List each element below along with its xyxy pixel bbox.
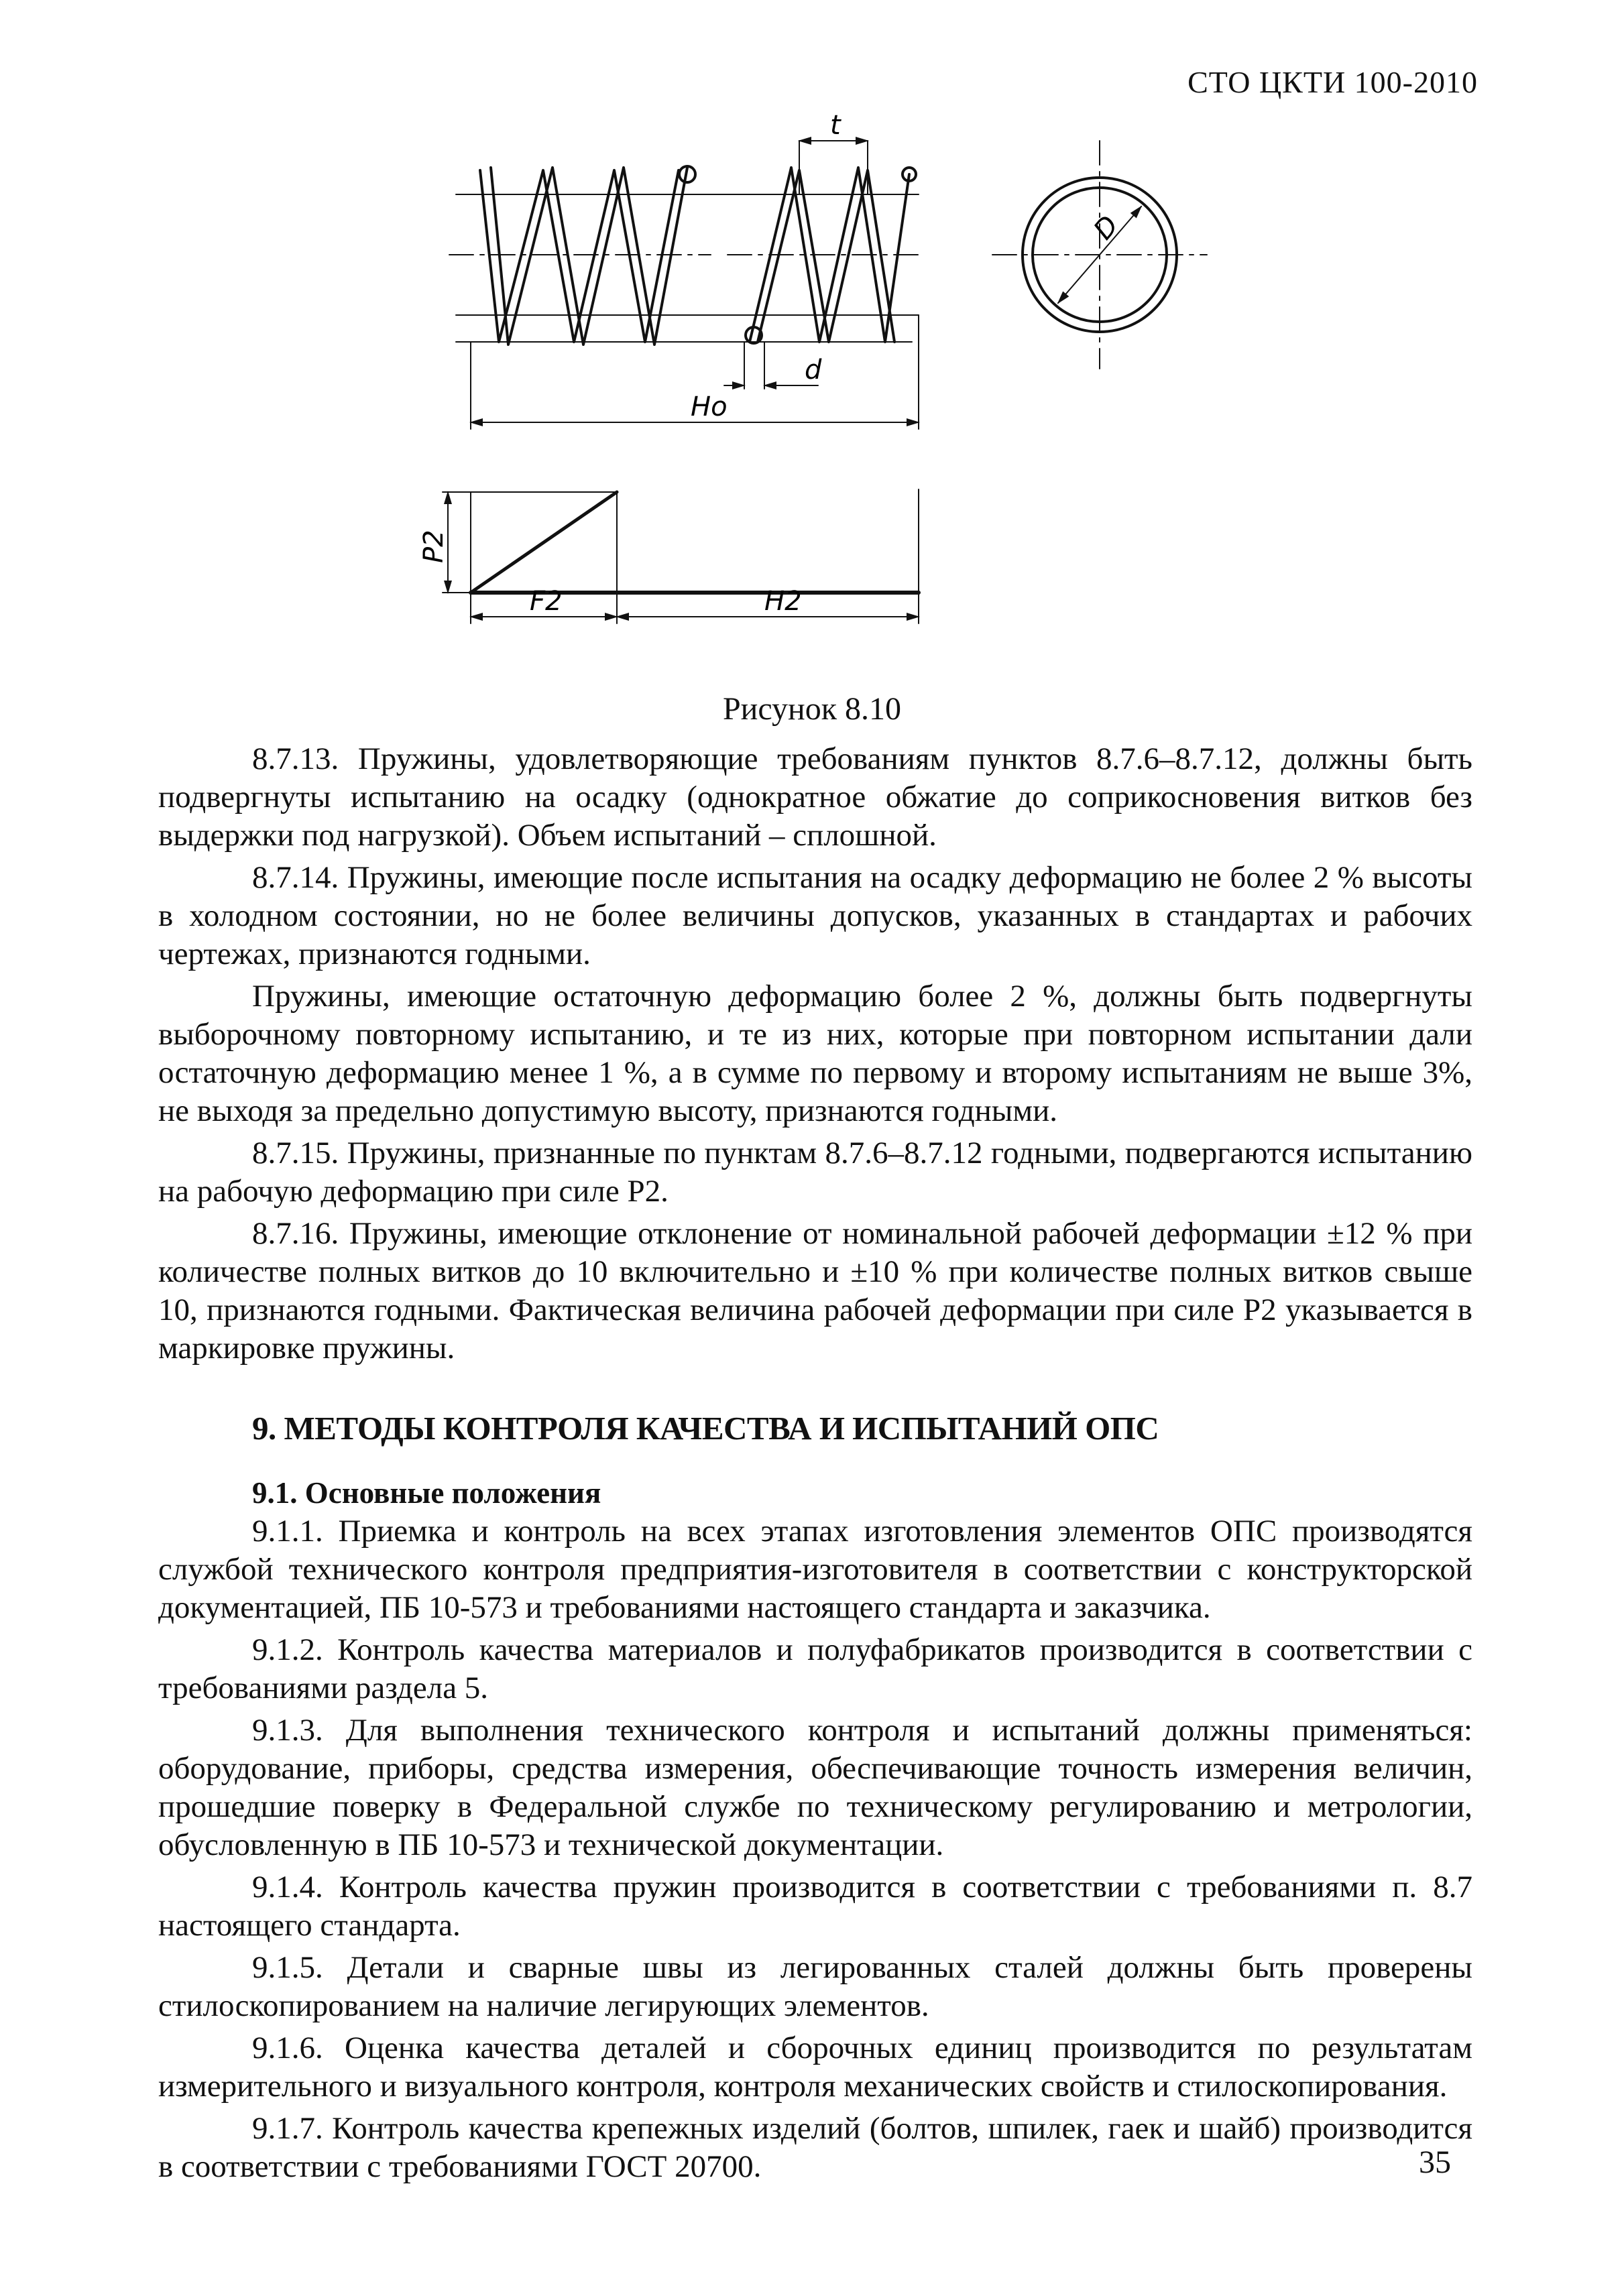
force-deflection-diagram <box>443 489 919 623</box>
body-text <box>158 740 1472 2186</box>
paragraph-9-1-7: 9.1.7. Контроль качества крепежных изделий (болтов, шпилек, гаек и шайб) производится в соответствии с требованиями ГОСТ 20700. <box>158 2111 1472 2184</box>
label-f2: F2 <box>530 586 563 617</box>
label-d: d <box>805 355 822 385</box>
label-h2: H2 <box>764 586 802 617</box>
paragraph-9-1-1: 9.1.1. Приемка и контроль на всех этапах изготовления элементов ОПС производятся службой технического контроля предприятия-изготовителя в соответствии с конструкторской документацией, ПБ 10-573 и требованиями настоящего стандарта и заказчика. <box>158 1514 1472 1625</box>
paragraph-residual-deformation: Пружины, имеющие остаточную деформацию более 2 %, должны быть подвергнуты выборочному повторному испытанию, и те из них, которые при повторном испытании дали остаточную деформацию менее 1 %, а в сумме по первому и второму испытаниям не выше 3%, не выходя за предельно допустимую высоту, признаются годными. <box>158 979 1472 1128</box>
paragraph-9-1-4: 9.1.4. Контроль качества пружин производится в соответствии с требованиями п. 8.7 настоящего стандарта. <box>158 1870 1472 1943</box>
dimension-d <box>724 342 818 389</box>
label-ho: Ho <box>691 391 728 422</box>
label-p2: P2 <box>418 530 449 563</box>
paragraph-9-1-6: 9.1.6. Оценка качества деталей и сборочных единиц производится по результатам измерительного и визуального контроля, контроля механических свойств и стилоскопирования. <box>158 2031 1472 2104</box>
page-number: 35 <box>1419 2144 1451 2180</box>
section-heading: 9. МЕТОДЫ КОНТРОЛЯ КАЧЕСТВА И ИСПЫТАНИЙ ОПС <box>252 1410 1159 1447</box>
document-code: СТО ЦКТИ 100-2010 <box>1187 65 1478 99</box>
paragraph-9-1-3: 9.1.3. Для выполнения технического контроля и испытаний должны применяться: оборудование, приборы, средства измерения, обеспечивающие точность измерения величин, прошедшие поверку в Федеральной службе по техническому регулированию и метрологии, обусловленную в ПБ 10-573 и технической документации. <box>158 1713 1472 1862</box>
paragraph-8-7-16: 8.7.16. Пружины, имеющие отклонение от номинальной рабочей деформации ±12 % при количестве полных витков до 10 включительно и ±10 % при количестве полных витков свыше 10, признаются годными. Фактическая величина рабочей деформации при силе P2 указывается в маркировке пружины. <box>158 1216 1472 1366</box>
label-d-diameter: D <box>1088 210 1125 246</box>
spring-end-view <box>992 141 1207 369</box>
paragraph-8-7-14: 8.7.14. Пружины, имеющие после испытания на осадку деформацию не более 2 % высоты в холодном состоянии, но не более величины допусков, указанных в стандартах и рабочих чертежах, признаются годными. <box>158 860 1472 971</box>
figure-caption: Рисунок 8.10 <box>722 691 902 727</box>
paragraph-8-7-15: 8.7.15. Пружины, признанные по пунктам 8.7.6–8.7.12 годными, подвергаются испытанию на рабочую деформацию при силе P2. <box>158 1136 1472 1209</box>
paragraph-8-7-13: 8.7.13. Пружины, удовлетворяющие требованиям пунктов 8.7.6–8.7.12, должны быть подвергнуты испытанию на осадку (однократное обжатие до соприкосновения витков без выдержки под нагрузкой). Объем испытаний – сплошной. <box>158 741 1472 853</box>
paragraph-9-1-2: 9.1.2. Контроль качества материалов и полуфабрикатов производится в соответствии с требованиями раздела 5. <box>158 1632 1472 1705</box>
subsection-heading: 9.1. Основные положения <box>252 1476 601 1510</box>
spring-figure <box>418 110 1234 690</box>
paragraph-9-1-5: 9.1.5. Детали и сварные швы из легированных сталей должны быть проверены стилоскопированием на наличие легирующих элементов. <box>158 1950 1472 2023</box>
label-t: t <box>830 110 841 141</box>
